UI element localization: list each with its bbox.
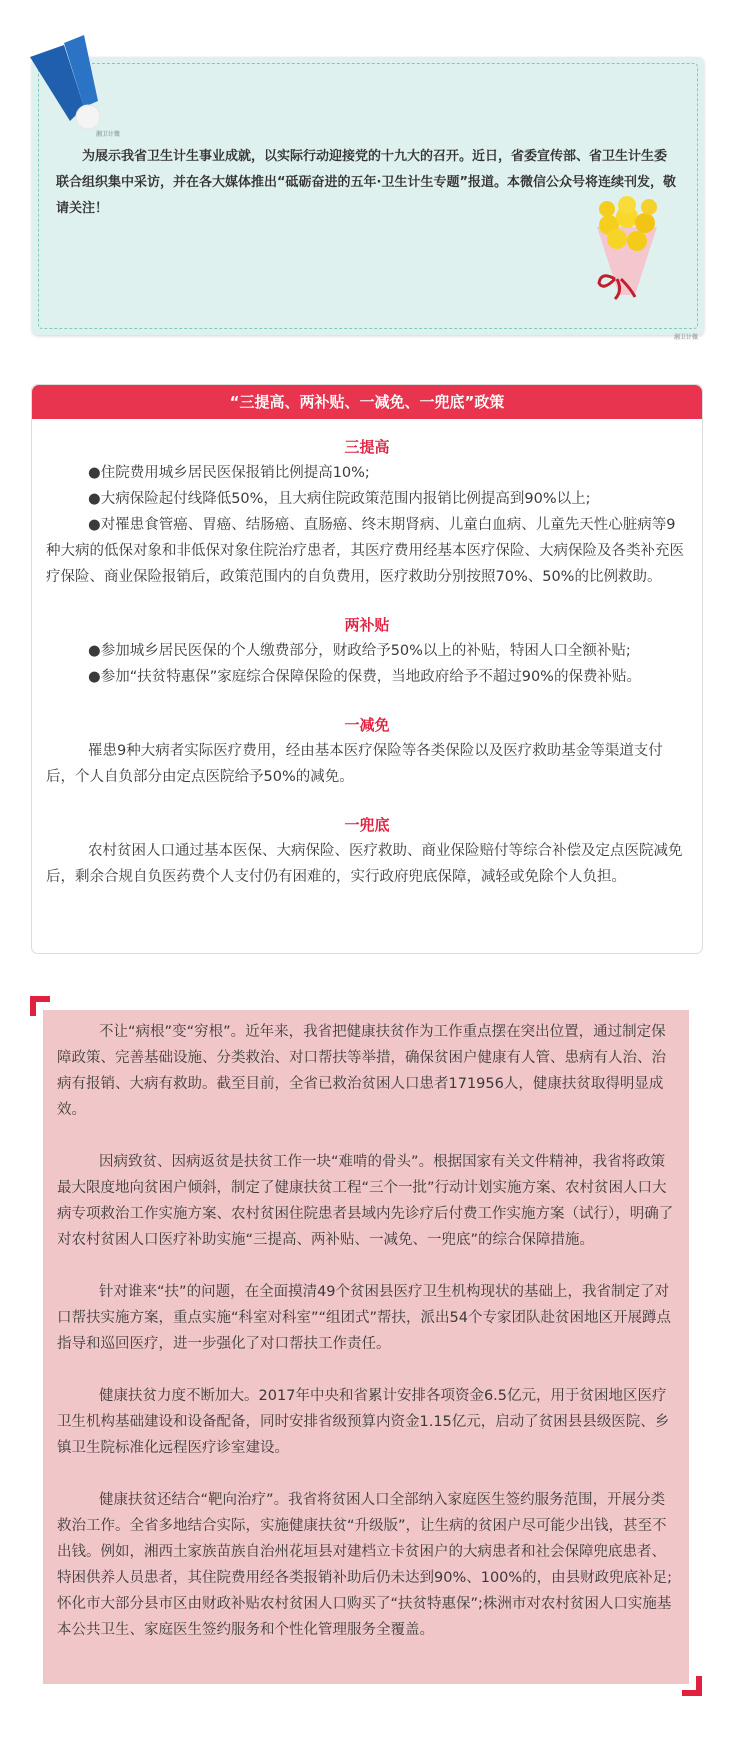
policy-line: 农村贫困人口通过基本医保、大病保险、医疗救助、商业保险赔付等综合补偿及定点医院减免后，剩余合规自负医药费个人支付仍有困难的，实行政府兜底保障，减轻或免除个人负担。: [46, 843, 683, 885]
intro-card-wrap: [32, 57, 704, 341]
article-paragraph: 因病致贫、因病返贫是扶贫工作一块“难啃的骨头”。根据国家有关文件精神，我省将政策最大限度地向贫困户倾斜，制定了健康扶贫工程“三个一批”行动计划实施方案、农村贫困人口大病专项救治工作实施方案、农村贫困住院患者县域内先诊疗后付费工作实施方案（试行），明确了对农村贫困人口医疗补助实施“三提高、两补贴、一减免、一兜底”的综合保障措施。: [57, 1154, 674, 1248]
section-title: 两补贴: [344, 616, 390, 634]
flower-bouquet-icon: [587, 187, 667, 307]
article-box: [43, 1010, 689, 1684]
policy-section-liangbutie: [46, 612, 688, 690]
section-title: 三提高: [344, 438, 390, 456]
article-paragraph: 健康扶贫还结合“靶向治疗”。我省将贫困人口全部纳入家庭医生签约服务范围，开展分类救治工作。全省多地结合实际，实施健康扶贫“升级版”，让生病的贫困户尽可能少出钱，甚至不出钱。例如，湘西土家族苗族自治州花垣县对建档立卡贫困户的大病患者和社会保障兜底患者、特困供养人员患者，其住院费用经各类报销补助后仍未达到90%、100%的，由县财政兜底补足;怀化市大部分县市区由财政补贴农村贫困人口购买了“扶贫特惠保”;株洲市对农村贫困人口实施基本公共卫生、家庭医生签约服务和个性化管理服务全覆盖。: [57, 1492, 673, 1638]
policy-card: [31, 384, 703, 954]
policy-section-yijianmian: [46, 712, 688, 790]
policy-line: ●对罹患食管癌、胃癌、结肠癌、直肠癌、终末期肾病、儿童白血病、儿童先天性心脏病等9种大病的低保对象和非低保对象住院治疗患者，其医疗费用经基本医疗保险、大病保险及各类补充医疗保险、商业保险报销后，政策范围内的自负费用，医疗救助分别按照70%、50%的比例救助。: [46, 517, 684, 585]
section-title: 一减免: [344, 716, 390, 734]
policy-header: “三提高、两补贴、一减免、一兜底”政策: [32, 385, 702, 419]
policy-line: ●参加“扶贫特惠保”家庭综合保障保险的保费，当地政府给予不超过90%的保费补贴。: [88, 669, 641, 685]
policy-line: ●大病保险起付线降低50%，且大病住院政策范围内报销比例提高到90%以上;: [88, 491, 591, 507]
section-title: 一兜底: [344, 816, 390, 834]
policy-line: ●住院费用城乡居民医保报销比例提高10%;: [88, 465, 370, 481]
policy-section-sanxian: [46, 434, 688, 590]
policy-line: ●参加城乡居民医保的个人缴费部分，财政给予50%以上的补贴，特困人口全额补贴;: [88, 643, 631, 659]
corner-bracket-bottom-right: [682, 1676, 702, 1696]
policy-body: [32, 419, 702, 890]
article-paragraph: 不让“病根”变“穷根”。近年来，我省把健康扶贫作为工作重点摆在突出位置，通过制定保障政策、完善基础设施、分类救治、对口帮扶等举措，确保贫困户健康有人管、患病有人治、治病有报销、大病有救助。截至目前，全省已救治贫困人口患者171956人，健康扶贫取得明显成效。: [57, 1024, 666, 1118]
article-paragraph: 针对谁来“扶”的问题，在全面摸清49个贫困县医疗卫生机构现状的基础上，我省制定了对口帮扶实施方案，重点实施“科室对科室”“组团式”帮扶，派出54个专家团队赴贫困地区开展蹲点指导和巡回医疗，进一步强化了对口帮扶工作责任。: [57, 1284, 671, 1352]
policy-line: 罹患9种大病者实际医疗费用，经由基本医疗保险等各类保险以及医疗救助基金等渠道支付后，个人自负部分由定点医院给予50%的减免。: [46, 743, 663, 785]
article-body: [43, 1010, 689, 1643]
policy-section-yidoudi: [46, 812, 688, 890]
article-paragraph: 健康扶贫力度不断加大。2017年中央和省累计安排各项资金6.5亿元，用于贫困地区医疗卫生机构基础建设和设备配备，同时安排省级预算内资金1.15亿元，启动了贫困县县级医院、乡镇卫生院标准化远程医疗诊室建设。: [57, 1388, 670, 1456]
ribbon-logo-text: 湘卫计微: [96, 131, 121, 138]
logo-mark-text: 湘卫计微: [674, 334, 699, 341]
intro-text: 为展示我省卫生计生事业成就，以实际行动迎接党的十九大的召开。近日，省委宣传部、省卫生计生委联合组织集中采访，并在各大媒体推出“砥砺奋进的五年·卫生计生专题”报道。本微信公众号将连续刊发，敬请关注！: [56, 149, 677, 216]
